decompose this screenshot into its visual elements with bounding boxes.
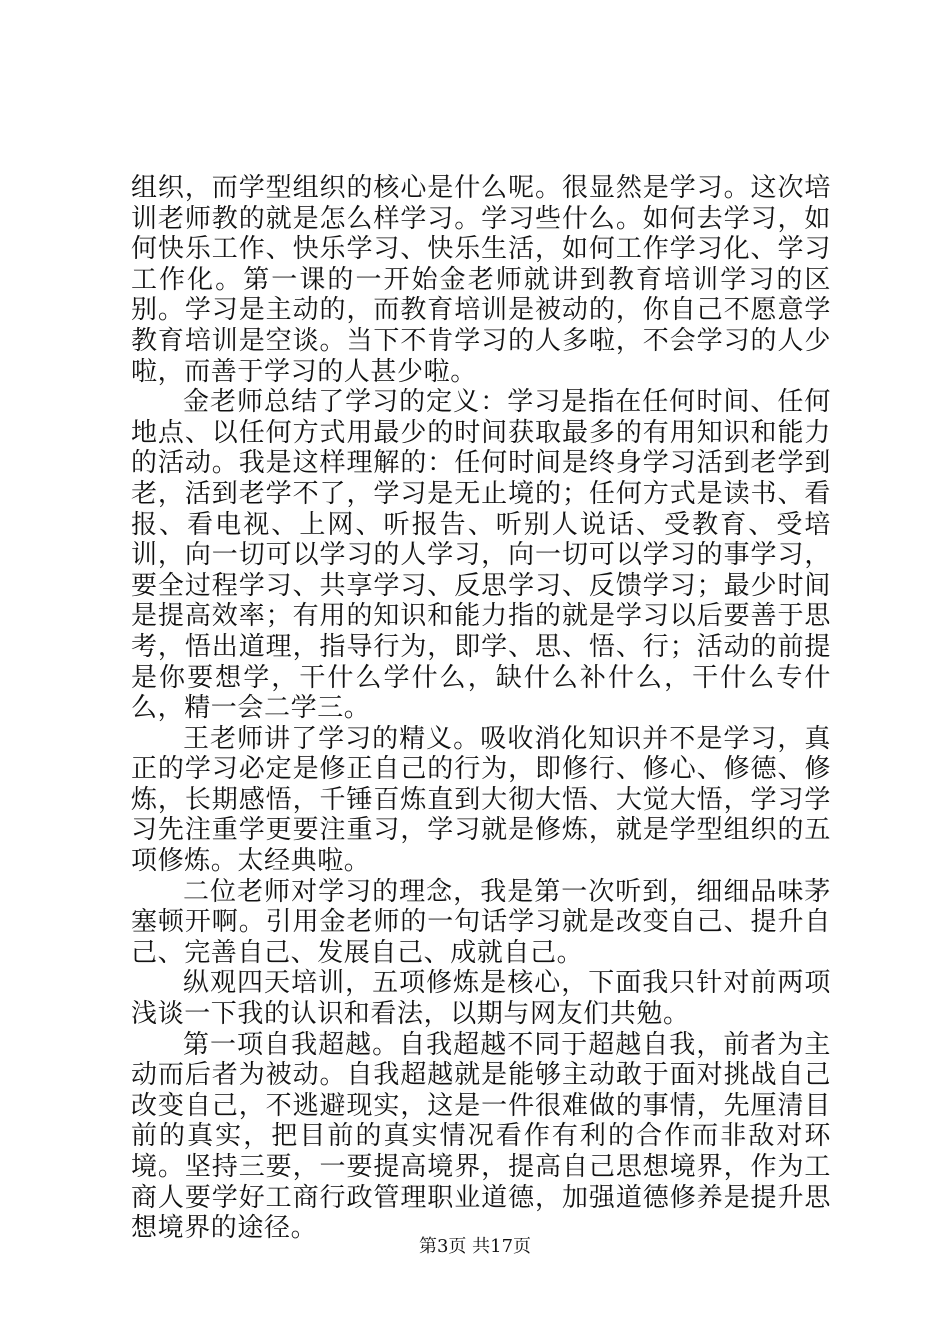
paragraph-2: 金老师总结了学习的定义：学习是指在任何时间、任何地点、以任何方式用最少的时间获取最多的有用知识和能力的活动。我是这样理解的：任何时间是终身学习活到老学到老，活到老学不了，学习是无止境的；任何方式是读书、看报、看电视、上网、听报告、听别人说话、受教育、受培训，向一切可以学习的人学习，向一切可以学习的事学习，要全过程学习、共享学习、反思学习、反馈学习；最少时间是提高效率；有用的知识和能力指的就是学习以后要善于思考，悟出道理，指导行为，即学、思、悟、行；活动的前提是你要想学，干什么学什么，缺什么补什么，干什么专什么，精一会二学三。 — [131, 387, 831, 724]
page-number-label: 第3页 共17页 — [418, 1236, 532, 1257]
paragraph-6: 第一项自我超越。自我超越不同于超越自我，前者为主动而后者为被动。自我超越就是能够主动敢于面对挑战自己改变自己，不逃避现实，这是一件很难做的事情，先厘清目前的真实，把目前的真实情况看作有利的合作而非敌对环境。坚持三要，一要提高境界，提高自己思想境界，作为工商人要学好工商行政管理职业道德，加强道德修养是提升思想境界的途径。 — [131, 1029, 831, 1244]
paragraph-5: 纵观四天培训，五项修炼是核心，下面我只针对前两项浅谈一下我的认识和看法，以期与网友们共勉。 — [131, 968, 831, 1030]
paragraph-1: 组织，而学型组织的核心是什么呢。很显然是学习。这次培训老师教的就是怎么样学习。学习些什么。如何去学习，如何快乐工作、快乐学习、快乐生活，如何工作学习化、学习工作化。第一课的一开始金老师就讲到教育培训学习的区别。学习是主动的，而教育培训是被动的，你自己不愿意学教育培训是空谈。当下不肯学习的人多啦，不会学习的人少啦，而善于学习的人甚少啦。 — [131, 173, 831, 387]
paragraph-3: 王老师讲了学习的精义。吸收消化知识并不是学习，真正的学习必定是修正自己的行为，即修行、修心、修德、修炼，长期感悟，千锤百炼直到大彻大悟、大觉大悟，学习学习先注重学更要注重习，学习就是修炼，就是学型组织的五项修炼。太经典啦。 — [131, 723, 831, 877]
page-footer — [0, 1236, 950, 1258]
paragraph-4: 二位老师对学习的理念，我是第一次听到，细细品味茅塞顿开啊。引用金老师的一句话学习就是改变自己、提升自己、完善自己、发展自己、成就自己。 — [131, 876, 831, 968]
document-body — [131, 173, 831, 1244]
